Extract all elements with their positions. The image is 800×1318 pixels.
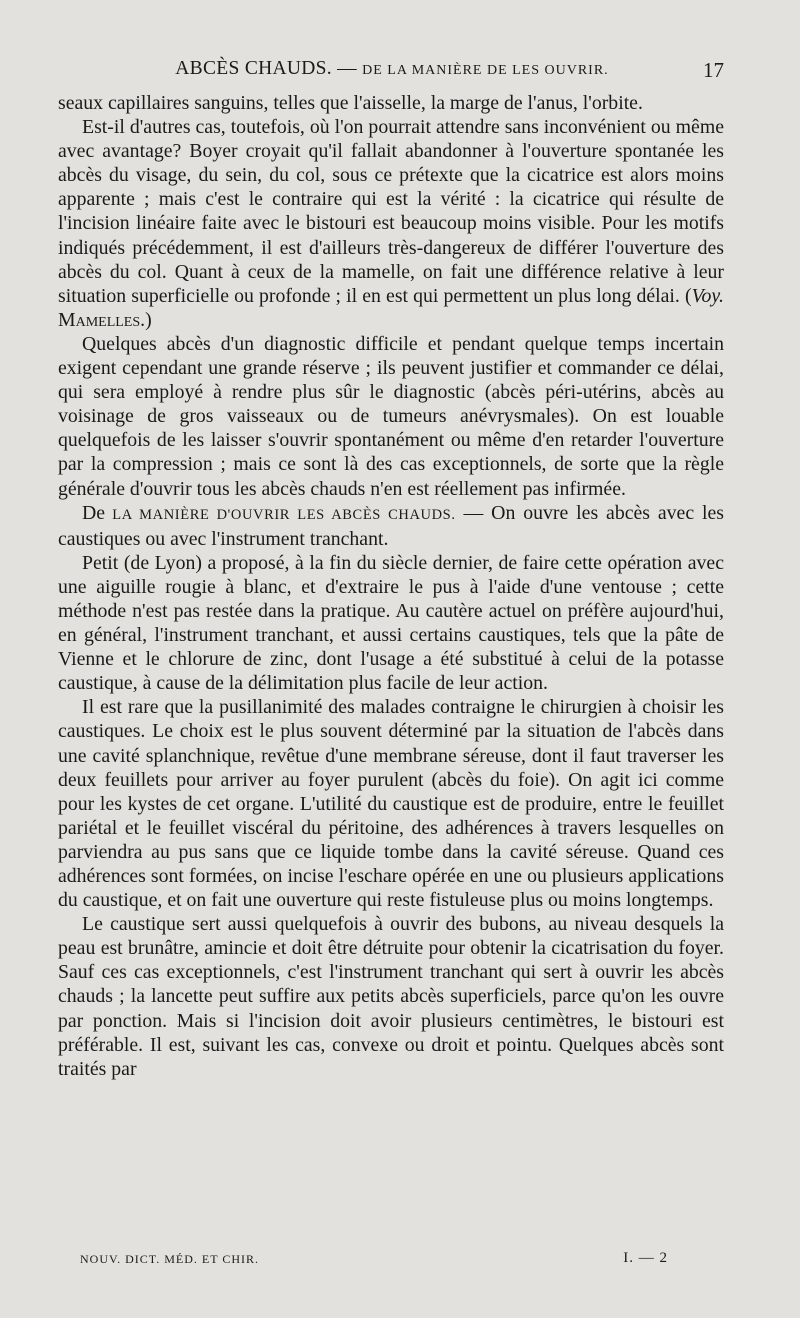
section-heading-text: — On ouvre les abcès avec les caustiques ou avec l'instrument tranchant. <box>58 501 724 550</box>
paragraph-continued: seaux capillaires sanguins, telles que l'aisselle, la marge de l'anus, l'orbite. <box>58 92 643 114</box>
running-title-sub: DE LA MANIÈRE DE LES OUVRIR. <box>362 63 609 78</box>
ref-open-paren: ( <box>685 284 692 307</box>
section-heading <box>82 502 456 524</box>
signature-right: I. — 2 <box>623 1250 668 1266</box>
signature-line <box>80 1252 668 1274</box>
ref-voy: Voy. <box>691 284 725 307</box>
ref-mamelles: Mamelles. <box>58 308 146 331</box>
paragraph-section-heading <box>58 501 724 551</box>
paragraph-bubons: Le caustique sert aussi quelquefois à ouvrir des bubons, au niveau desquels la peau est brunâtre, amincie et doit être détruite pour obtenir la cicatrisation du foyer. Sauf ces cas exceptionnels, c'est l'instrument tranchant qui sert à ouvrir les abcès chauds ; la lancette peut suffire aux petits abcès superficiels, parce qu'on les ouvre par ponction. Mais si l'incision doit avoir plusieurs centimètres, le bistouri est préférable. Il est, suivant les cas, convexe ou droit et pointu. Quelques abcès sont traités par <box>58 913 724 1080</box>
body-text <box>58 91 724 1081</box>
signature-left: NOUV. DICT. MÉD. ET CHIR. <box>80 1252 260 1266</box>
running-title-separator: — <box>331 58 363 79</box>
paragraph-boyer-text: Est-il d'autres cas, toutefois, où l'on pourrait attendre sans inconvénient ou même avec avantage? Boyer croyait qu'il fallait abandonner à l'ouverture spontanée les abcès du visage, du sein, du col, sous ce prétexte que la cicatrice est alors moins apparente ; mais c'est le contraire qui est la vérité : la cicatrice qui résulte de l'incision linéaire faite avec le bistouri est beaucoup moins visible. Pour les motifs indiqués précédemment, il est d'ailleurs très-dangereux de différer l'ouverture des abcès du col. Quant à ceux de la mamelle, on fait une différence relative à leur situation superficielle ou profonde ; il en est qui permettent un plus long délai. <box>58 116 724 307</box>
paragraph-boyer <box>58 115 724 332</box>
section-heading-first: De <box>82 501 106 524</box>
paragraph-caustiques: Il est rare que la pusillanimité des malades contraigne le chirurgien à choisir les caustiques. Le choix est le plus souvent déterminé par la situation de l'abcès dans une cavité splanchnique, revêtue d'une membrane séreuse, dont il faut traverser les deux feuillets pour arriver au foyer purulent (abcès du foie). On agit ici comme pour les kystes de cet organe. L'utilité du caustique est de produire, entre le feuillet pariétal et le feuillet viscéral du péritoine, des adhérences à travers lesquelles on parviendra au pus sans que ce liquide tombe dans la cavité séreuse. Quand ces adhérences sont formées, on incise l'eschare opérée en une ou plusieurs applications du caustique, et on fait une ouverture qui reste fistuleuse plus ou moins longtemps. <box>58 696 724 912</box>
running-title-main: ABCÈS CHAUDS. <box>175 58 332 79</box>
section-heading-rest: LA MANIÈRE D'OUVRIR LES ABCÈS CHAUDS. <box>105 506 456 523</box>
running-title <box>60 58 724 80</box>
paragraph-petit-de-lyon: Petit (de Lyon) a proposé, à la fin du siècle dernier, de faire cette opération avec une aiguille rougie à blanc, et d'extraire le pus à l'aide d'une ventouse ; cette méthode n'est pas restée dans la pratique. Au cautère actuel on préfère aujourd'hui, en général, l'instrument tranchant, et aussi certains caustiques, tels que la pâte de Vienne et le chlorure de zinc, dont l'usage a été substitué à celui de la potasse caustique, à cause de la délimitation plus facile de leur action. <box>58 551 724 695</box>
paragraph-diagnostic: Quelques abcès d'un diagnostic difficile et pendant quelque temps incertain exigent cependant une grande réserve ; ils peuvent justifier et commander ce délai, qui sera employé à rendre plus sûr le diagnostic (abcès péri-utérins, abcès au voisinage de gros vaisseaux ou de tumeurs anévrysmales). On est louable quelquefois de les laisser s'ouvrir spontanément ou même d'en retarder l'ouverture par la compression ; mais ce sont là des cas exceptionnels, de sorte que la règle générale d'ouvrir tous les abcès chauds n'en est réellement pas infirmée. <box>58 332 724 500</box>
page-number: 17 <box>703 58 724 82</box>
running-head <box>60 58 724 84</box>
ref-close-paren: ) <box>145 308 152 331</box>
